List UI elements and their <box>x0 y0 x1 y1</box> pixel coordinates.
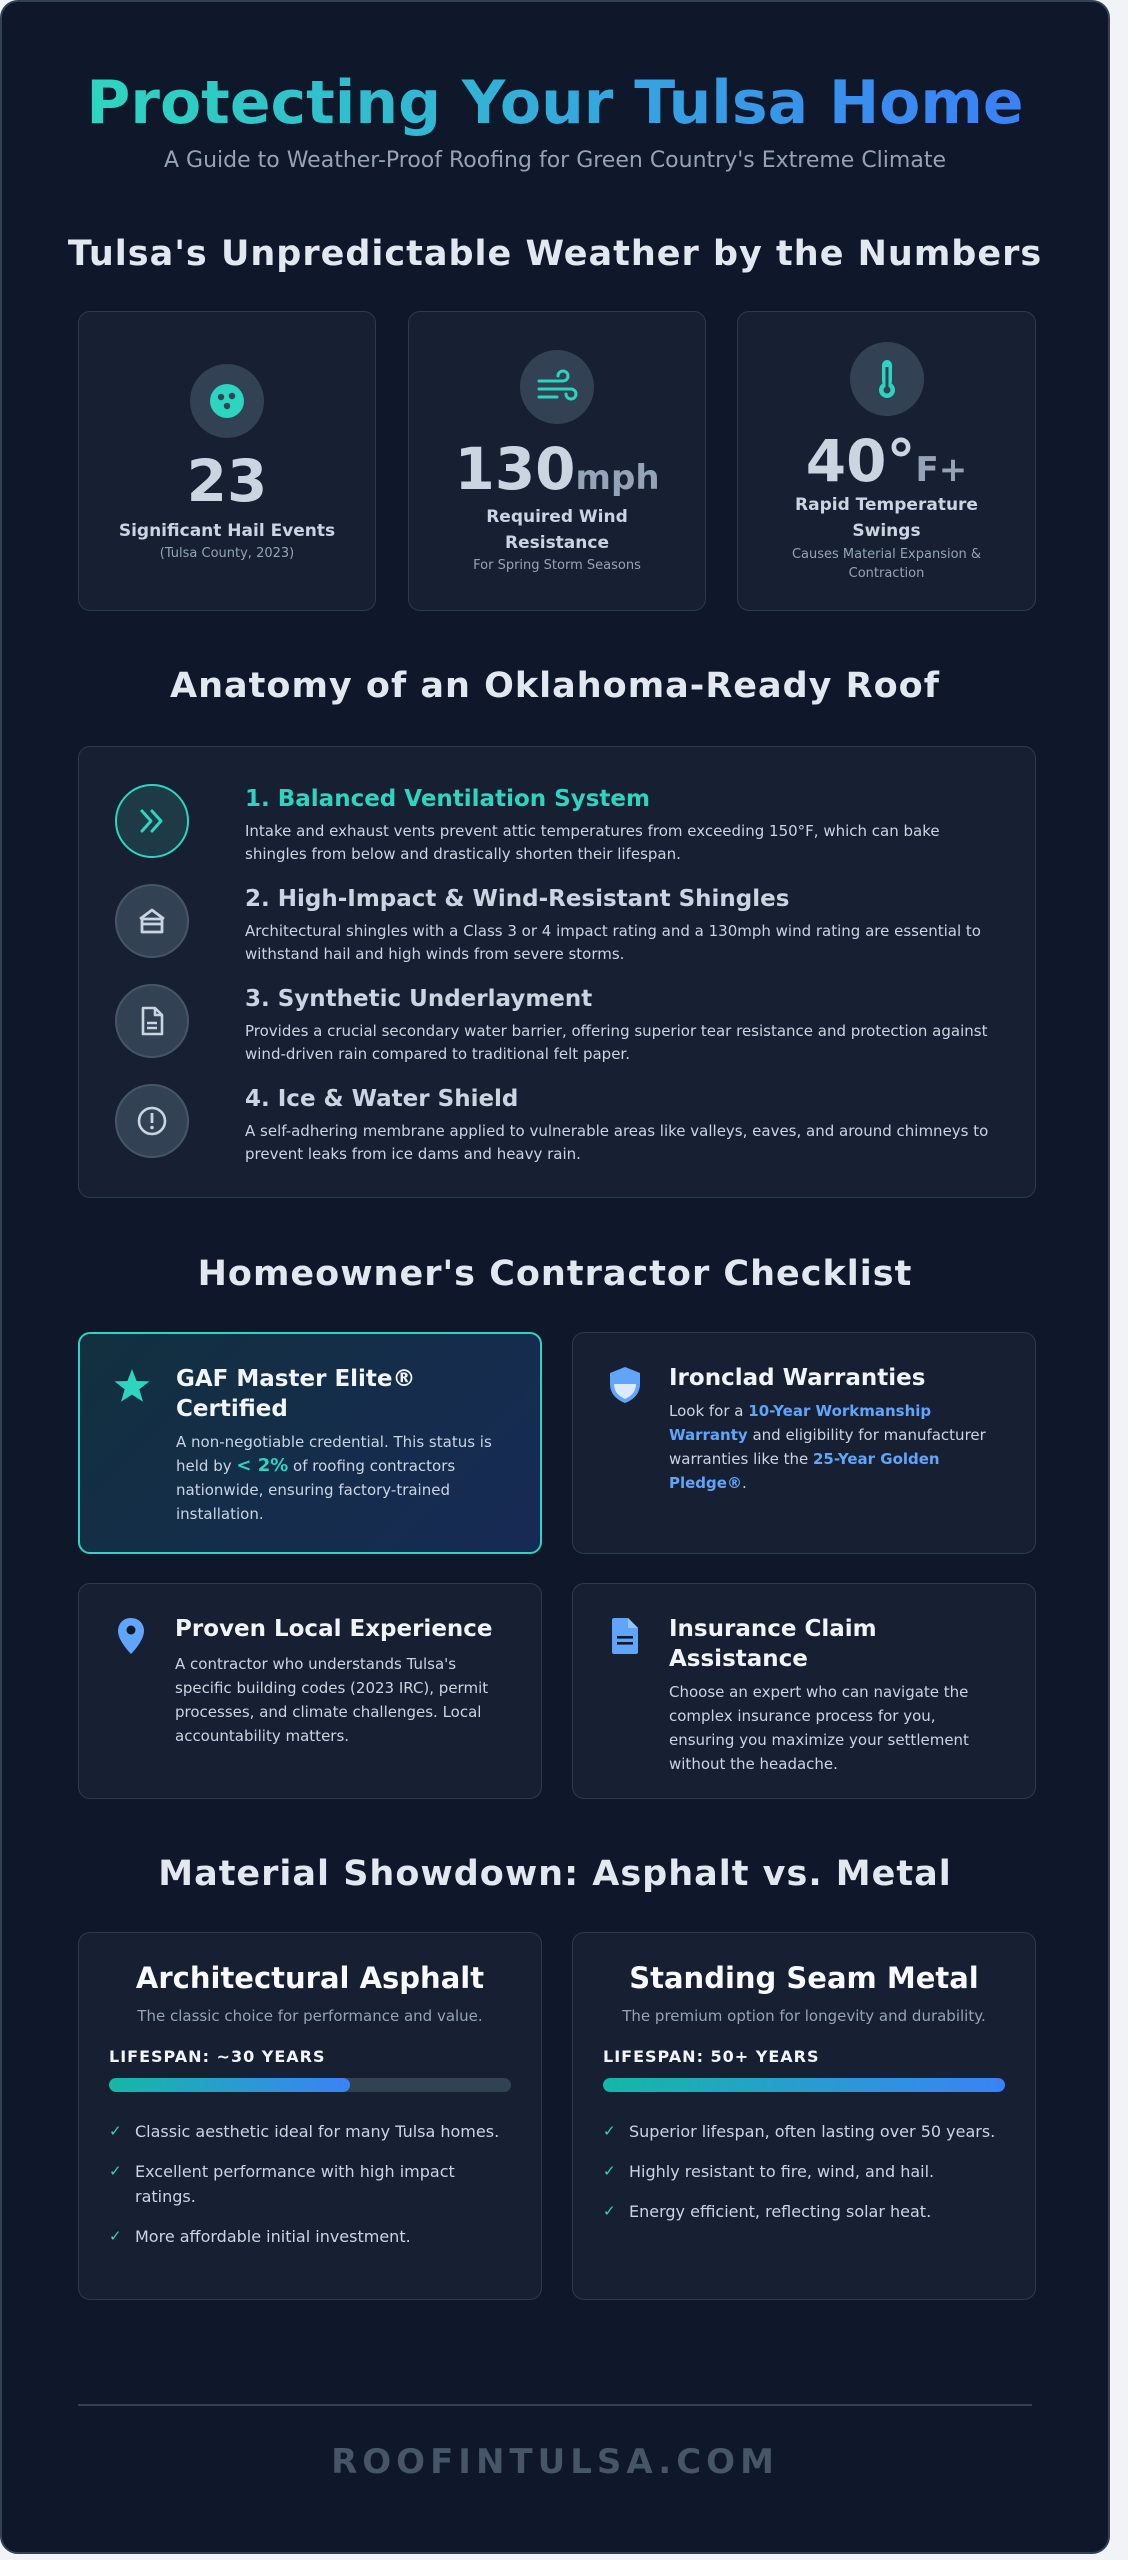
materials-section-title: Material Showdown: Asphalt vs. Metal <box>158 1854 952 1894</box>
anatomy-item <box>115 884 999 964</box>
checklist-item-title: Insurance Claim Assistance <box>669 1616 877 1672</box>
checklist-item-desc: A contractor who understands Tulsa's specific building codes (2023 IRC), permit processes, and climate challenges. Local accountability matters. <box>175 1655 489 1745</box>
list-item: ✓ Superior lifespan, often lasting over 50 years. <box>603 2119 1005 2144</box>
material-subtitle: The classic choice for performance and value. <box>137 2007 483 2025</box>
anatomy-section-title: Anatomy of an Oklahoma-Ready Roof <box>170 666 940 706</box>
alert-icon <box>115 1084 189 1158</box>
footer-divider <box>78 2404 1032 2406</box>
check-icon: ✓ <box>109 2227 122 2245</box>
anatomy-item-desc: Architectural shingles with a Class 3 or 4 impact rating and a 130mph wind rating are essential to withstand hail and high winds from severe storms. <box>245 922 981 963</box>
star-icon <box>112 1366 152 1406</box>
material-card-asphalt <box>78 1932 542 2300</box>
checklist-section-title: Homeowner's Contractor Checklist <box>197 1254 913 1294</box>
lifespan-bar <box>109 2078 511 2092</box>
wind-icon <box>520 350 594 424</box>
check-icon: ✓ <box>109 2162 122 2180</box>
list-item: ✓ Highly resistant to fire, wind, and hail. <box>603 2159 1005 2184</box>
check-icon: ✓ <box>603 2122 616 2140</box>
ventilation-icon <box>115 784 189 858</box>
stat-note: For Spring Storm Seasons <box>473 558 641 573</box>
anatomy-card <box>78 746 1036 1198</box>
material-points <box>603 2119 1005 2239</box>
anatomy-item-title: 2. High-Impact & Wind-Resistant Shingles <box>245 886 790 912</box>
anatomy-item <box>115 784 999 864</box>
page-subtitle: A Guide to Weather-Proof Roofing for Green Country's Extreme Climate <box>164 148 946 173</box>
stat-value: 130mph <box>454 435 660 503</box>
footer-site-link[interactable]: ROOFINTULSA.COM <box>331 2442 779 2482</box>
check-icon: ✓ <box>603 2162 616 2180</box>
list-item: ✓ More affordable initial investment. <box>109 2224 511 2249</box>
stat-note: (Tulsa County, 2023) <box>159 546 295 561</box>
checklist-item-desc: A non-negotiable credential. This status is held by < 2% of roofing contractors nationwide, ensuring factory-trained installation. <box>176 1433 492 1523</box>
stat-card-hail <box>78 311 376 611</box>
checklist-card-warranties <box>572 1332 1036 1554</box>
stat-value: 40°F+ <box>805 427 968 495</box>
stat-card-temperature <box>737 311 1036 611</box>
stat-card-wind <box>408 311 706 611</box>
document-icon <box>115 984 189 1058</box>
lifespan-bar-fill <box>109 2078 350 2092</box>
lifespan-label: LIFESPAN: 50+ YEARS <box>603 2047 820 2066</box>
stat-value: 23 <box>186 447 268 515</box>
lifespan-label: LIFESPAN: ~30 YEARS <box>109 2047 326 2066</box>
checklist-card-local <box>78 1583 542 1799</box>
weather-section-title: Tulsa's Unpredictable Weather by the Numbers <box>67 234 1043 274</box>
lifespan-bar <box>603 2078 1005 2092</box>
list-item: ✓ Excellent performance with high impact ratings. <box>109 2159 511 2209</box>
anatomy-item-title: 4. Ice & Water Shield <box>245 1086 519 1112</box>
material-card-metal <box>572 1932 1036 2300</box>
thermometer-icon <box>850 342 924 416</box>
file-icon <box>605 1616 645 1656</box>
material-title: Architectural Asphalt <box>135 1961 485 1995</box>
anatomy-item-desc: Intake and exhaust vents prevent attic temperatures from exceeding 150°F, which can bake shingles from below and drastically shorten their lifespan. <box>245 822 940 863</box>
anatomy-item-desc: A self-adhering membrane applied to vulnerable areas like valleys, eaves, and around chimneys to prevent leaks from ice dams and heavy rain. <box>245 1122 989 1163</box>
check-icon: ✓ <box>603 2202 616 2220</box>
anatomy-item <box>115 1084 999 1164</box>
anatomy-item-title: 3. Synthetic Underlayment <box>245 986 593 1012</box>
stat-note: Causes Material Expansion & Contraction <box>791 547 982 581</box>
stat-label: Rapid Temperature Swings <box>795 495 978 541</box>
checklist-item-desc: Look for a 10-Year Workmanship Warranty and eligibility for manufacturer warranties like the 25-Year Golden Pledge®. <box>669 1402 986 1492</box>
checklist-item-title: Proven Local Experience <box>175 1616 493 1642</box>
material-points <box>109 2119 511 2264</box>
check-icon: ✓ <box>109 2122 122 2140</box>
page-title: Protecting Your Tulsa Home <box>2 68 1108 138</box>
list-item: ✓ Energy efficient, reflecting solar heat. <box>603 2199 1005 2224</box>
shingle-icon <box>115 884 189 958</box>
material-subtitle: The premium option for longevity and durability. <box>622 2007 986 2025</box>
location-pin-icon <box>111 1616 151 1656</box>
shield-icon <box>605 1365 645 1405</box>
list-item: ✓ Classic aesthetic ideal for many Tulsa homes. <box>109 2119 511 2144</box>
anatomy-item-title: 1. Balanced Ventilation System <box>245 786 650 812</box>
stat-label: Significant Hail Events <box>118 521 336 541</box>
lifespan-bar-fill <box>603 2078 1005 2092</box>
checklist-card-insurance <box>572 1583 1036 1799</box>
anatomy-item-desc: Provides a crucial secondary water barrier, offering superior tear resistance and protection against wind-driven rain compared to traditional felt paper. <box>245 1022 988 1063</box>
stat-label: Required Wind Resistance <box>486 507 628 553</box>
checklist-item-desc: Choose an expert who can navigate the complex insurance process for you, ensuring you maximize your settlement without the headache. <box>669 1683 969 1773</box>
hail-icon <box>190 364 264 438</box>
checklist-item-title: Ironclad Warranties <box>669 1365 926 1391</box>
material-title: Standing Seam Metal <box>629 1961 979 1995</box>
anatomy-item <box>115 984 999 1064</box>
checklist-item-title: GAF Master Elite® Certified <box>176 1366 416 1422</box>
checklist-card-gaf <box>78 1332 542 1554</box>
